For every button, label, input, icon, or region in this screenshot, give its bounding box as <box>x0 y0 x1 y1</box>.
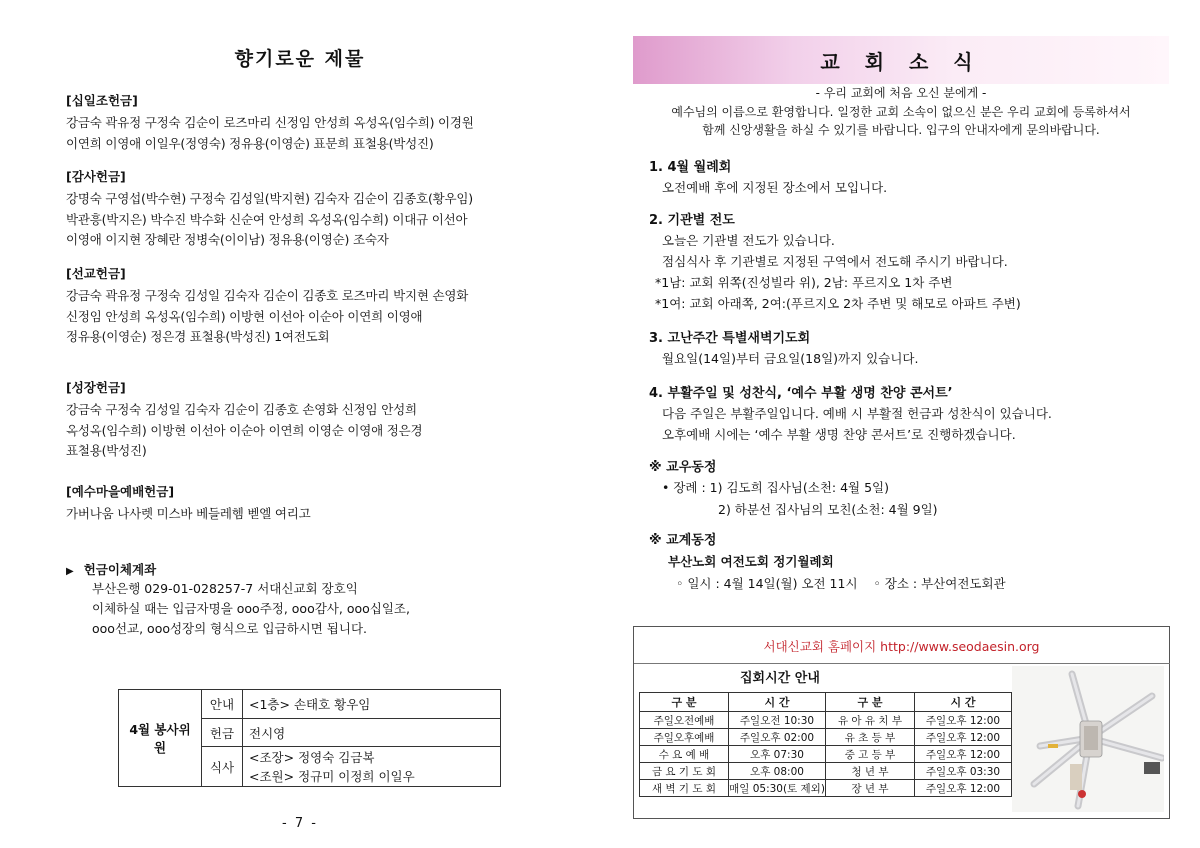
section-line: 신정임 안성희 옥성옥(임수희) 이방현 이선아 이순아 이연희 이영애 <box>66 308 423 324</box>
servant-value: <1층> 손태호 황우임 <box>243 690 501 719</box>
news-item-line: 오후예배 시에는 ‘예수 부활 생명 찬양 콘서트’로 진행하겠습니다. <box>662 427 1016 442</box>
news-item-line: 월요일(14일)부터 금요일(18일)까지 있습니다. <box>662 351 919 366</box>
churches-sub: 부산노회 여전도회 정기월례회 <box>668 554 834 569</box>
section-line: 강금숙 구정숙 김성일 김숙자 김순이 김종호 손영화 신정임 안성희 <box>66 402 417 417</box>
section-heading: [성장헌금] <box>66 380 126 395</box>
servant-category: 헌금 <box>202 719 243 747</box>
table-row <box>640 780 1012 797</box>
news-item-line: *1남: 교회 위쪽(진성빌라 위), 2남: 푸르지오 1차 주변 <box>655 275 953 290</box>
intro-line: - 우리 교회에 처음 오신 분에게 - <box>815 86 987 100</box>
meeting-title: 집회시간 안내 <box>740 671 820 686</box>
news-item-heading: 2. 기관별 전도 <box>649 213 735 228</box>
account-line: ooo선교, ooo성장의 형식으로 입금하시면 됩니다. <box>92 621 368 636</box>
news-item-heading: 4. 부활주일 및 성찬식, ‘예수 부활 생명 찬양 콘서트’ <box>649 386 953 401</box>
servants-header: 4월 봉사위원 <box>119 690 202 787</box>
section-line: 이영애 이지현 장혜란 정병숙(이이남) 정유용(이영순) 조숙자 <box>66 232 389 247</box>
fellowship-line: • 장례 : 1) 김도희 집사님(소천: 4월 5일) <box>662 480 889 495</box>
section-heading: [감사헌금] <box>66 169 126 184</box>
homepage-link[interactable]: 서대신교회 홈페이지 http://www.seodaesin.org <box>763 639 1040 654</box>
intro-line: 함께 신앙생활을 하실 수 있기를 바랍니다. 입구의 안내자에게 문의바랍니다. <box>702 123 1100 137</box>
table-cell: 오후 08:00 <box>729 763 826 780</box>
table-cell: 장 년 부 <box>826 780 915 797</box>
column-header: 시 간 <box>729 693 826 712</box>
section-line: 강금숙 곽유정 구정숙 김성일 김숙자 김순이 김종호 로즈마리 박지현 손영화 <box>66 288 469 303</box>
section-line: 정유용(이영순) 정은경 표철용(박성진) 1여전도회 <box>66 329 330 344</box>
table-cell: 새 벽 기 도 회 <box>640 780 729 797</box>
section-line: 옥성옥(임수희) 이방현 이선아 이순아 이연희 이영순 이영애 정은경 <box>66 422 423 438</box>
table-cell: 주일오후예배 <box>640 729 729 746</box>
section-line: 표철용(박성진) <box>66 443 147 458</box>
table-cell: 주일오후 12:00 <box>915 729 1012 746</box>
section-heading: [예수마을예배헌금] <box>66 484 175 499</box>
news-item-line: 오늘은 기관별 전도가 있습니다. <box>662 233 835 248</box>
page-title: 향기로운 제물 <box>234 48 366 70</box>
table-cell: 주일오전예배 <box>640 712 729 729</box>
table-cell: 주일오후 03:30 <box>915 763 1012 780</box>
servants-table <box>118 689 501 787</box>
fellowship-line: 2) 하분선 집사님의 모친(소천: 4월 9일) <box>718 502 938 517</box>
table-cell: 유 초 등 부 <box>826 729 915 746</box>
servant-value: <조원> 정규미 이정희 이일우 <box>243 767 501 787</box>
servant-category: 안내 <box>202 690 243 719</box>
news-item-line: 점심식사 후 기관별로 지정된 구역에서 전도해 주시기 바랍니다. <box>662 254 1008 269</box>
account-line: 이체하실 때는 입금자명을 ooo주정, ooo감사, ooo십일조, <box>92 601 410 616</box>
table-cell: 청 년 부 <box>826 763 915 780</box>
table-row <box>640 763 1012 780</box>
news-title: 교 회 소 식 <box>820 50 982 74</box>
intro-line: 예수님의 이름으로 환영합니다. 일정한 교회 소속이 없으신 분은 우리 교회에 등록하셔서 <box>671 105 1131 119</box>
divider <box>634 663 1170 664</box>
servant-value: <조장> 정영숙 김금복 <box>243 747 501 767</box>
news-item-line: 다음 주일은 부활주일입니다. 예배 시 부활절 헌금과 성찬식이 있습니다. <box>662 406 1052 421</box>
churches-line: ◦ 일시 : 4월 14일(월) 오전 11시 ◦ 장소 : 부산여전도회관 <box>676 576 1006 591</box>
section-line: 가버나움 나사렛 미스바 베들레헴 벧엘 여리고 <box>66 506 311 521</box>
account-heading: ▶ 헌금이체계좌 <box>66 562 157 577</box>
table-header-row <box>640 693 1012 712</box>
column-header: 시 간 <box>915 693 1012 712</box>
meeting-table <box>639 692 1012 797</box>
table-cell: 주일오후 12:00 <box>915 712 1012 729</box>
table-cell: 유 아 유 치 부 <box>826 712 915 729</box>
news-item-line: 오전예배 후에 지정된 장소에서 모입니다. <box>662 180 888 195</box>
section-line: 강명숙 구영섭(박수현) 구정숙 김성일(박지현) 김숙자 김순이 김종호(황우임) <box>66 191 473 206</box>
account-line: 부산은행 029-01-028257-7 서대신교회 장호익 <box>92 581 358 596</box>
table-cell: 주일오전 10:30 <box>729 712 826 729</box>
table-cell: 금 요 기 도 회 <box>640 763 729 780</box>
table-cell: 오후 07:30 <box>729 746 826 763</box>
page-number: - 7 - <box>282 816 318 831</box>
table-cell: 매일 05:30(토 제외) <box>729 780 826 797</box>
news-item-heading: 3. 고난주간 특별새벽기도회 <box>649 331 811 346</box>
section-line: 박관흥(박지은) 박수진 박수화 신순여 안성희 옥성옥(임수희) 이대규 이선아 <box>66 211 468 227</box>
table-row <box>640 712 1012 729</box>
servant-value: 전시영 <box>243 719 501 747</box>
table-cell: 주일오후 12:00 <box>915 746 1012 763</box>
table-row <box>640 729 1012 746</box>
table-cell: 주일오후 12:00 <box>915 780 1012 797</box>
news-item-heading: 1. 4월 월례회 <box>649 160 732 175</box>
churches-heading: ※ 교계동정 <box>649 533 717 548</box>
servant-category: 식사 <box>202 747 243 787</box>
table-row <box>640 746 1012 763</box>
church-location-map <box>1012 666 1164 812</box>
fellowship-heading: ※ 교우동정 <box>649 460 717 475</box>
section-heading: [십일조헌금] <box>66 93 138 108</box>
section-heading: [선교헌금] <box>66 266 126 281</box>
table-cell: 중 고 등 부 <box>826 746 915 763</box>
triangle-bullet-icon: ▶ <box>66 566 74 577</box>
column-header: 구 분 <box>640 693 729 712</box>
column-header: 구 분 <box>826 693 915 712</box>
news-item-line: *1여: 교회 아래쪽, 2여:(푸르지오 2차 주변 및 해모로 아파트 주변) <box>655 296 1021 311</box>
table-cell: 주일오후 02:00 <box>729 729 826 746</box>
section-line: 강금숙 곽유정 구정숙 김순이 로즈마리 신정임 안성희 옥성옥(임수희) 이경원 <box>66 115 474 130</box>
section-line: 이연희 이영애 이일우(정영숙) 정유용(이영순) 표문희 표철용(박성진) <box>66 135 434 151</box>
table-cell: 수 요 예 배 <box>640 746 729 763</box>
